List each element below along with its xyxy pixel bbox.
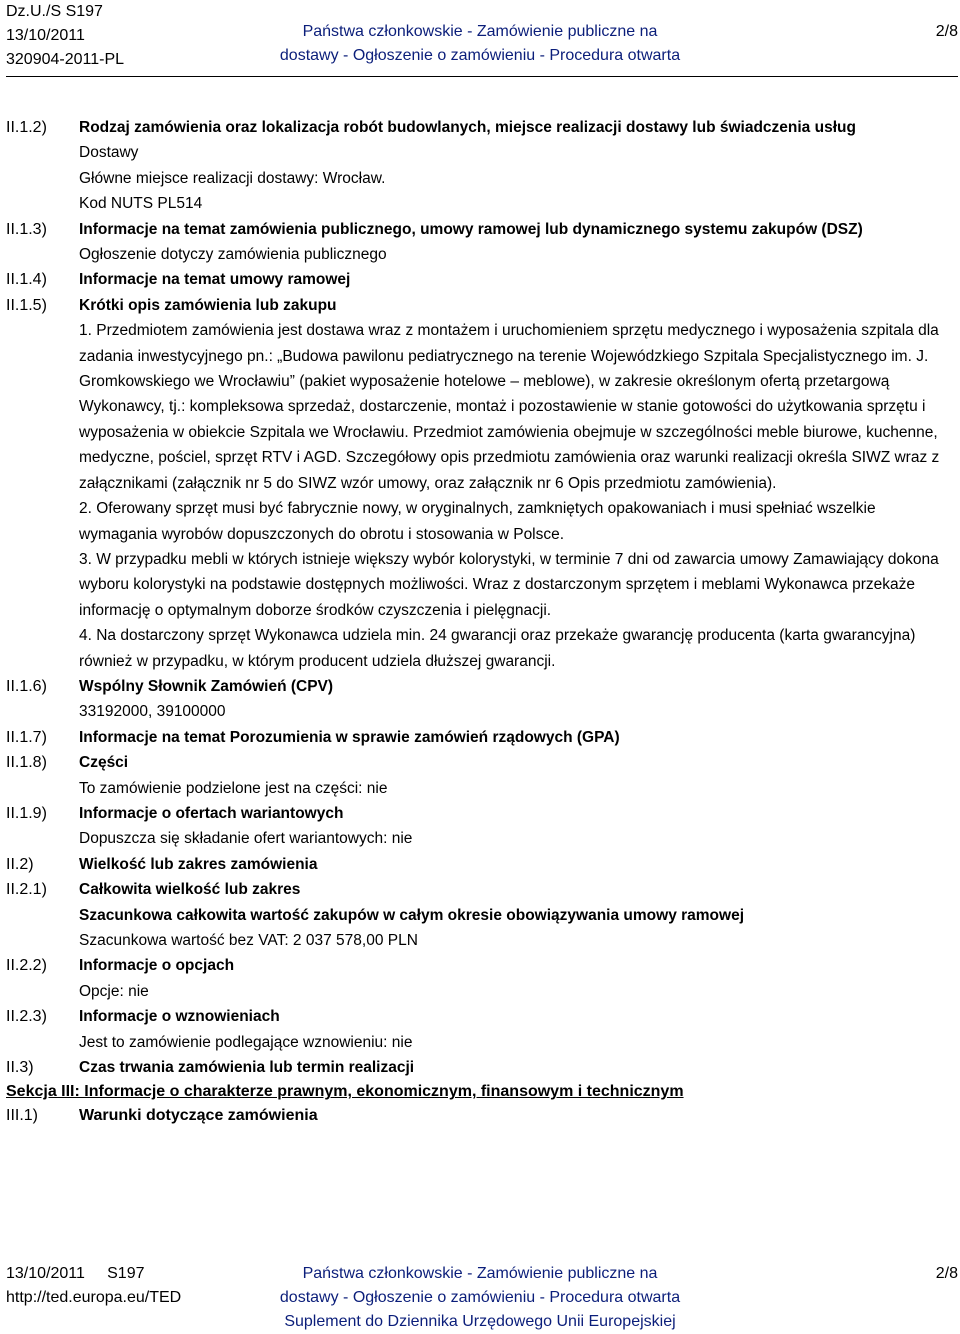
section-heading: Czas trwania zamówienia lub termin realizacji [79,1059,415,1077]
section--2 [0,852,960,877]
section-body [79,852,957,877]
journal-ref: Dz.U./S S197 [6,3,103,20]
footer-title-line3: Suplement do Dziennika Urzędowego Unii Europejskiej [284,1313,676,1330]
sections-list [0,115,960,1080]
section-body [79,217,957,268]
section--2-2 [0,953,960,1004]
header-date: 13/10/2011 [6,27,85,44]
section-heading: Części [79,754,129,772]
section-body [79,1004,957,1055]
section-number: II.2.1) [6,881,47,899]
section-heading: Informacje na temat umowy ramowej [79,271,351,289]
section--1-3 [0,217,960,268]
section-text-line: 3. W przypadku mebli w których istnieje większy wybór kolorystyki, w terminie 7 dni od zawarcia umowy Zamawiający dokona wyboru kolorystyki na podstawie dostępnych możliwości. Wraz z dostarczonym sprzętem i meblami Wykonawca przekaże informację o optymalnym doborze środków czyszczenia i pielęgnacji. [79,550,939,619]
footer-title-line1: Państwa członkowskie - Zamówienie publiczne na [302,1265,658,1282]
section-number: II.1.4) [6,271,47,289]
section-number: II.2.3) [6,1008,47,1026]
section-body [79,674,957,725]
section--2-1 [0,877,960,953]
section-heading: Informacje o wznowieniach [79,1008,280,1026]
section-text-line: Kod NUTS PL514 [79,195,203,213]
section--1-6 [0,674,960,725]
section--1-5 [0,293,960,674]
section-heading: Informacje o opcjach [79,957,235,975]
section-text-line: Jest to zamówienie podlegające wznowieniu: nie [79,1033,413,1051]
section-text-line: 33192000, 39100000 [79,703,226,721]
footer-date: 13/10/2011 [6,1265,85,1282]
section-text-line: Dopuszcza się składanie ofert wariantowych: nie [79,830,413,848]
section-number: II.1.6) [6,677,47,695]
section3-row [0,1104,960,1128]
section-number: II.1.8) [6,754,47,772]
section-body [79,750,957,801]
section-heading: Informacje na temat zamówienia publicznego, umowy ramowej lub dynamicznego systemu zakupów (DSZ) [79,220,863,238]
footer-series: S197 [107,1265,145,1282]
header-title-line1: Państwa członkowskie - Zamówienie publiczne na [302,23,658,40]
header-page-number: 2/8 [935,23,958,40]
section-text-line: Opcje: nie [79,982,149,1000]
section-body [79,1055,957,1080]
section--1-8 [0,750,960,801]
section-text-line: Główne miejsce realizacji dostawy: Wrocław. [79,169,386,187]
section-heading: Całkowita wielkość lub zakres [79,881,301,899]
section--1-9 [0,801,960,852]
section-subheading: Szacunkowa całkowita wartość zakupów w całym okresie obowiązywania umowy ramowej [79,906,745,924]
section--1-7 [0,725,960,750]
section-text-line: 2. Oferowany sprzęt musi być fabrycznie nowy, w oryginalnych, zamkniętych opakowaniach i musi spełniać wszelkie wymagania wyrobów dopuszczonych do obrotu i stosowania w Polsce. [79,500,876,543]
section-text-line: Szacunkowa wartość bez VAT: 2 037 578,00 PLN [79,932,418,949]
section-heading: Informacje o ofertach wariantowych [79,804,344,822]
section-text-line: Dostawy [79,144,139,162]
section-heading: Rodzaj zamówienia oraz lokalizacja robót budowlanych, miejsce realizacji dostawy lub świadczenia usług [79,119,856,136]
section-body [79,267,957,292]
document-body [0,115,960,1128]
section-text-line: To zamówienie podzielone jest na części: nie [79,779,388,797]
section-text-line: 1. Przedmiotem zamówienia jest dostawa wraz z montażem i uruchomieniem sprzętu medycznego i wyposażenia szpitala dla zadania inwestycyjnego pn.: „Budowa pawilonu pediatrycznego na terenie Wojewódzkiego Szpitala Specjalistycznego im. J. Gromkowskiego we Wrocławiu” (pakiet wyposażenie hotelowe – meblowe), w zakresie określonym ofertą przetargową Wykonawcy, tj.: kompleksowa sprzedaż, dostarczenie, montaż i pozostawienie w stanie gotowości do użytkowania sprzętu i wyposażenia w obiekcie Szpitala we Wrocławiu. Przedmiot zamówienia obejmuje w szczególności meble biurowe, kuchenne, medyczne, pościel, sprzęt RTV i AGD. Szczegółowy opis przedmiotu zamówienia oraz warunki realizacji określa SIWZ wraz z załącznikami (załącznik nr 5 do SIWZ wzór umowy, oraz załącznik nr 6 Opis przedmiotu zamówienia). [79,322,940,492]
section-text-line: 4. Na dostarczony sprzęt Wykonawca udziela min. 24 gwarancji oraz przekaże gwarancję producenta (karta gwarancyjna) również w przypadku, w którym producent udziela dłuższej gwarancji. [79,627,916,670]
section-number: II.1.7) [6,728,47,746]
section--2-3 [0,1004,960,1055]
section-number: II.3) [6,1059,34,1077]
section--1-4 [0,267,960,292]
section-heading: Wielkość lub zakres zamówienia [79,855,318,873]
footer-url[interactable]: http://ted.europa.eu/TED [6,1289,182,1306]
footer-page-number: 2/8 [935,1265,958,1282]
section--3 [0,1055,960,1080]
header-title-line2: dostawy - Ogłoszenie o zamówieniu - Procedura otwarta [279,47,681,64]
section-number: II.2.2) [6,957,47,975]
section-body [79,725,957,750]
section-body [79,115,957,217]
section-heading: Wspólny Słownik Zamówień (CPV) [79,677,334,695]
section3-number: III.1) [6,1107,39,1125]
section3-heading: Warunki dotyczące zamówienia [79,1107,318,1125]
section-body [79,801,957,852]
section-number: II.1.9) [6,804,47,822]
section3-title: Sekcja III: Informacje o charakterze prawnym, ekonomicznym, finansowym i technicznym [6,1083,684,1101]
section-body [79,293,957,674]
section-body [79,953,957,1004]
section-body [79,877,957,953]
section-number: II.1.2) [6,119,47,136]
footer-title-line2: dostawy - Ogłoszenie o zamówieniu - Procedura otwarta [279,1289,681,1306]
section-number: II.1.5) [6,296,47,314]
section-number: II.1.3) [6,220,47,238]
section-text-line: Ogłoszenie dotyczy zamówienia publicznego [79,246,387,264]
section-heading: Krótki opis zamówienia lub zakupu [79,296,337,314]
footer-title [0,1262,960,1334]
section-heading: Informacje na temat Porozumienia w sprawie zamówień rządowych (GPA) [79,728,620,746]
header-divider [6,76,958,77]
section-number: II.2) [6,855,34,873]
header-title [0,20,960,68]
section--1-2 [0,115,960,217]
notice-number: 320904-2011-PL [6,51,125,68]
